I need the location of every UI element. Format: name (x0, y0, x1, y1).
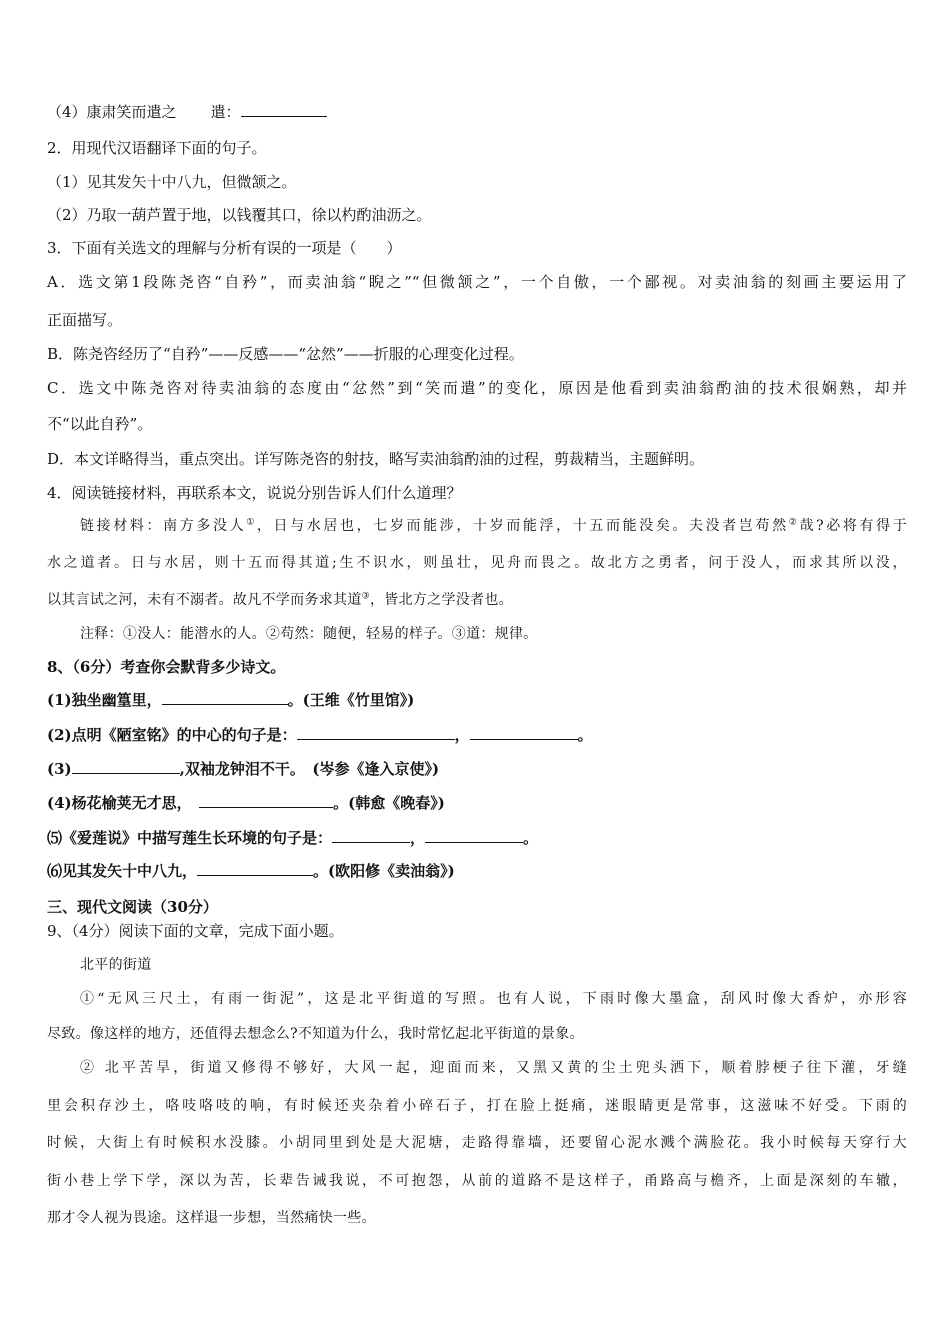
item-text: ， (410, 829, 426, 847)
item-text: ⑹见其发矢十中八九， (47, 862, 198, 880)
item-text: 。(韩愈《晚春》) (333, 794, 445, 812)
link-material-1 (80, 516, 907, 536)
link-material-2: 水之道者。日与水居，则十五而得其道;生不识水，则虽壮，见舟而畏之。故北方之勇者，问于没人，而求其所以没， (47, 555, 907, 571)
option-a-cont: 正面描写。 (47, 311, 123, 329)
answer-blank[interactable] (197, 861, 313, 876)
item-text: (3) (47, 760, 72, 778)
question-4: 4．阅读链接材料，再联系本文，说说分别告诉人们什么道理？ (47, 484, 462, 502)
q8-item-6 (47, 861, 907, 881)
link-text: ，日与水居也，七岁而能涉，十岁而能浮，十五而能没矣。夫没者岂苟然 (256, 518, 789, 534)
article-para-1: ①“无风三尺土，有雨一街泥”，这是北平街道的写照。也有人说，下雨时像大墨盒，刮风时像大香炉，亦形容 (80, 991, 907, 1007)
link-text: 以其言试之河，未有不溺者。故凡不学而务求其道 (47, 592, 362, 608)
q4-label: 遣： (210, 103, 241, 121)
item-text: 。 (577, 726, 593, 744)
q8-item-3 (47, 759, 907, 779)
article-para-2-cont: 街小巷上学下学，深以为苦，长辈告诫我说，不可抱怨，从前的道路不是这样子，甬路高与檐齐，上面是深刻的车辙， (47, 1173, 907, 1189)
footnote-mark: ② (788, 517, 800, 528)
answer-blank[interactable] (241, 102, 327, 117)
answer-blank[interactable] (470, 725, 578, 740)
answer-blank[interactable] (72, 759, 180, 774)
option-d: D．本文详略得当，重点突出。详写陈尧咨的射技，略写卖油翁酌油的过程，剪裁精当，主题鲜明。 (47, 450, 705, 468)
question-9: 9、（4分）阅读下面的文章，完成下面小题。 (47, 922, 344, 940)
q4-item (47, 102, 907, 122)
article-para-2-cont: 那才令人视为畏途。这样退一步想，当然痛快一些。 (47, 1210, 376, 1226)
link-material-3 (47, 590, 907, 610)
answer-blank[interactable] (199, 793, 333, 808)
item-text: 。(王维《竹里馆》) (287, 691, 415, 709)
footnote-mark: ① (246, 517, 257, 528)
article-para-2: ② 北平苦旱，街道又修得不够好，大风一起，迎面而来，又黑又黄的尘土兜头洒下，顺着脖梗子往下灌，牙缝 (80, 1060, 907, 1076)
q8-item-4 (47, 793, 907, 813)
answer-blank[interactable] (297, 725, 455, 740)
item-text: (1)独坐幽篁里， (47, 691, 162, 709)
option-b: B．陈尧咨经历了“自矜”——反感——“忿然”——折服的心理变化过程。 (47, 345, 524, 363)
option-a: A．选文第1段陈尧咨“自矜”，而卖油翁“睨之”“但微颔之”，一个自傲，一个鄙视。对卖油翁的刻画主要运用了 (47, 273, 907, 291)
link-text: ，皆北方之学没者也。 (369, 592, 513, 608)
article-title: 北平的街道 (80, 957, 152, 973)
question-2: 2．用现代汉语翻译下面的句子。 (47, 139, 267, 157)
link-text: 链接材料：南方多没人 (80, 518, 247, 534)
option-c: C．选文中陈尧咨对待卖油翁的态度由“忿然”到“笑而遣”的变化，原因是他看到卖油翁酌油的技术很娴熟，却并 (47, 379, 907, 397)
answer-blank[interactable] (425, 828, 523, 843)
article-para-2-cont: 里会积存沙土，咯吱咯吱的响，有时候还夹杂着小碎石子，打在脸上挺痛，迷眼睛更是常事，这滋味不好受。下雨的 (47, 1098, 907, 1114)
q8-item-2 (47, 725, 907, 745)
q4-text: （4）康肃笑而遣之 (47, 103, 177, 121)
question-3: 3．下面有关选文的理解与分析有误的一项是（ ） (47, 239, 402, 257)
article-para-2-cont: 时候，大街上有时候积水没膝。小胡同里到处是大泥塘，走路得靠墙，还要留心泥水溅个满脸花。我小时候每天穿行大 (47, 1135, 907, 1151)
q2-item-1: （1）见其发矢十中八九，但微颔之。 (47, 173, 297, 191)
section-3-heading: 三、现代文阅读（30分） (47, 898, 218, 916)
annotation: 注释：①没人：能潜水的人。②苟然：随便，轻易的样子。③道：规律。 (80, 626, 538, 642)
link-text: 哉?必将有得于 (799, 518, 908, 534)
item-text: (4)杨花榆荚无才思， (47, 794, 200, 812)
option-c-cont: 不“以此自矜”。 (47, 415, 153, 433)
item-text: ,双袖龙钟泪不干。 (岑参《逢入京使》) (179, 760, 440, 778)
footnote-mark: ③ (361, 591, 370, 602)
item-text: (2)点明《陋室铭》的中心的句子是： (47, 726, 297, 744)
answer-blank[interactable] (162, 690, 288, 705)
answer-blank[interactable] (332, 828, 410, 843)
item-text: 。 (523, 829, 539, 847)
q8-item-5 (47, 828, 907, 848)
article-para-1-cont: 尽致。像这样的地方，还值得去想念么?不知道为什么，我时常忆起北平街道的景象。 (47, 1026, 584, 1042)
item-text: ， (454, 726, 470, 744)
item-text: 。(欧阳修《卖油翁》) (313, 862, 455, 880)
question-8: 8、（6分）考查你会默背多少诗文。 (47, 658, 286, 676)
q2-item-2: （2）乃取一葫芦置于地，以钱覆其口，徐以杓酌油沥之。 (47, 206, 432, 224)
item-text: ⑸《爱莲说》中描写莲生长环境的句子是： (47, 829, 333, 847)
q8-item-1 (47, 690, 907, 710)
